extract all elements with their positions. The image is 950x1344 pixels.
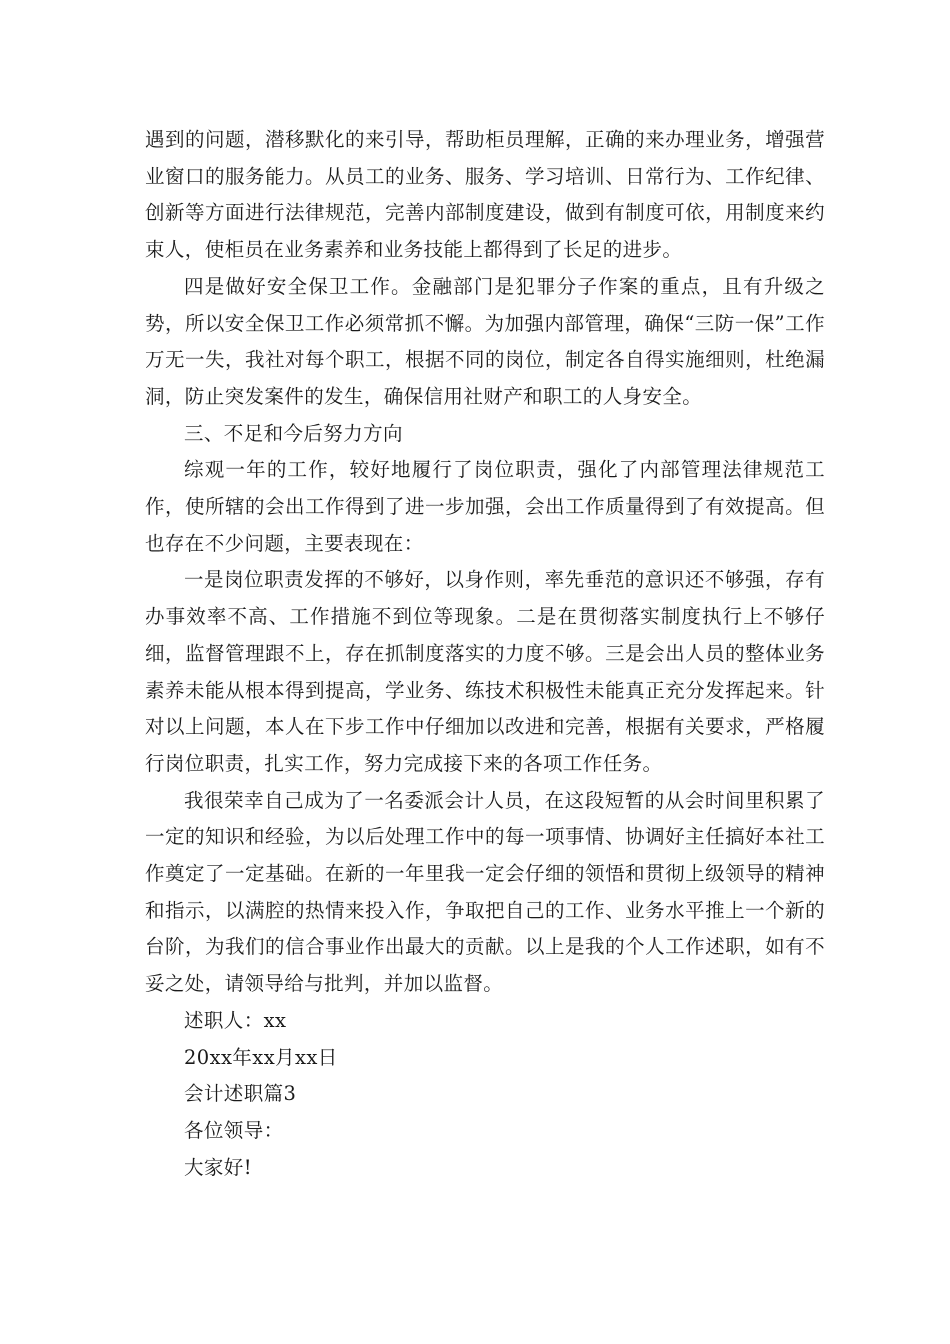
paragraph-overview: 综观一年的工作，较好地履行了岗位职责，强化了内部管理法律规范工作，使所辖的会出工作得到了进一步加强，会出工作质量得到了有效提高。但也存在不少问题，主要表现在： [145,458,825,555]
salutation: 各位领导： [184,1118,284,1142]
paragraph-conclusion: 我很荣幸自己成为了一名委派会计人员，在这段短暂的从会时间里积累了一定的知识和经验，为以后处理工作中的每一项事情、协调好主任搞好本社工作奠定了一定基础。在新的一年里我一定会仔细的领悟和贯彻上级领导的精神和指示，以满腔的热情来投入作，争取把自己的工作、业务水平推上一个新的台阶，为我们的信合事业作出最大的贡献。以上是我的个人工作述职，如有不妥之处，请领导给与批判，并加以监督。 [145,788,825,996]
document-body [145,122,825,1186]
paragraph-continuation: 遇到的问题，潜移默化的来引导，帮助柜员理解，正确的来办理业务，增强营业窗口的服务能力。从员工的业务、服务、学习培训、日常行为、工作纪律、创新等方面进行法律规范，完善内部制度建设，做到有制度可依，用制度来约束人，使柜员在业务素养和业务技能上都得到了长足的进步。 [145,128,825,262]
next-section-title: 会计述职篇3 [184,1082,297,1106]
signature-line: 述职人：xx [184,1008,287,1032]
section-heading: 三、不足和今后努力方向 [184,421,403,445]
paragraph-problems: 一是岗位职责发挥的不够好，以身作则，率先垂范的意识还不够强，存有办事效率不高、工作措施不到位等现象。二是在贯彻落实制度执行上不够仔细，监督管理跟不上，存在抓制度落实的力度不够。三是会出人员的整体业务素养未能从根本得到提高，学业务、练技术积极性未能真正充分发挥起来。针对以上问题，本人在下步工作中仔细加以改进和完善，根据有关要求，严格履行岗位职责，扎实工作，努力完成接下来的各项工作任务。 [145,568,825,775]
greeting: 大家好! [184,1155,252,1179]
date-line: 20xx年xx月xx日 [184,1045,338,1069]
paragraph-security: 四是做好安全保卫工作。金融部门是犯罪分子作案的重点，且有升级之势，所以安全保卫工作必须常抓不懈。为加强内部管理，确保“三防一保”工作万无一失，我社对每个职工，根据不同的岗位，制定各自得实施细则，杜绝漏洞，防止突发案件的发生，确保信用社财产和职工的人身安全。 [145,274,825,408]
